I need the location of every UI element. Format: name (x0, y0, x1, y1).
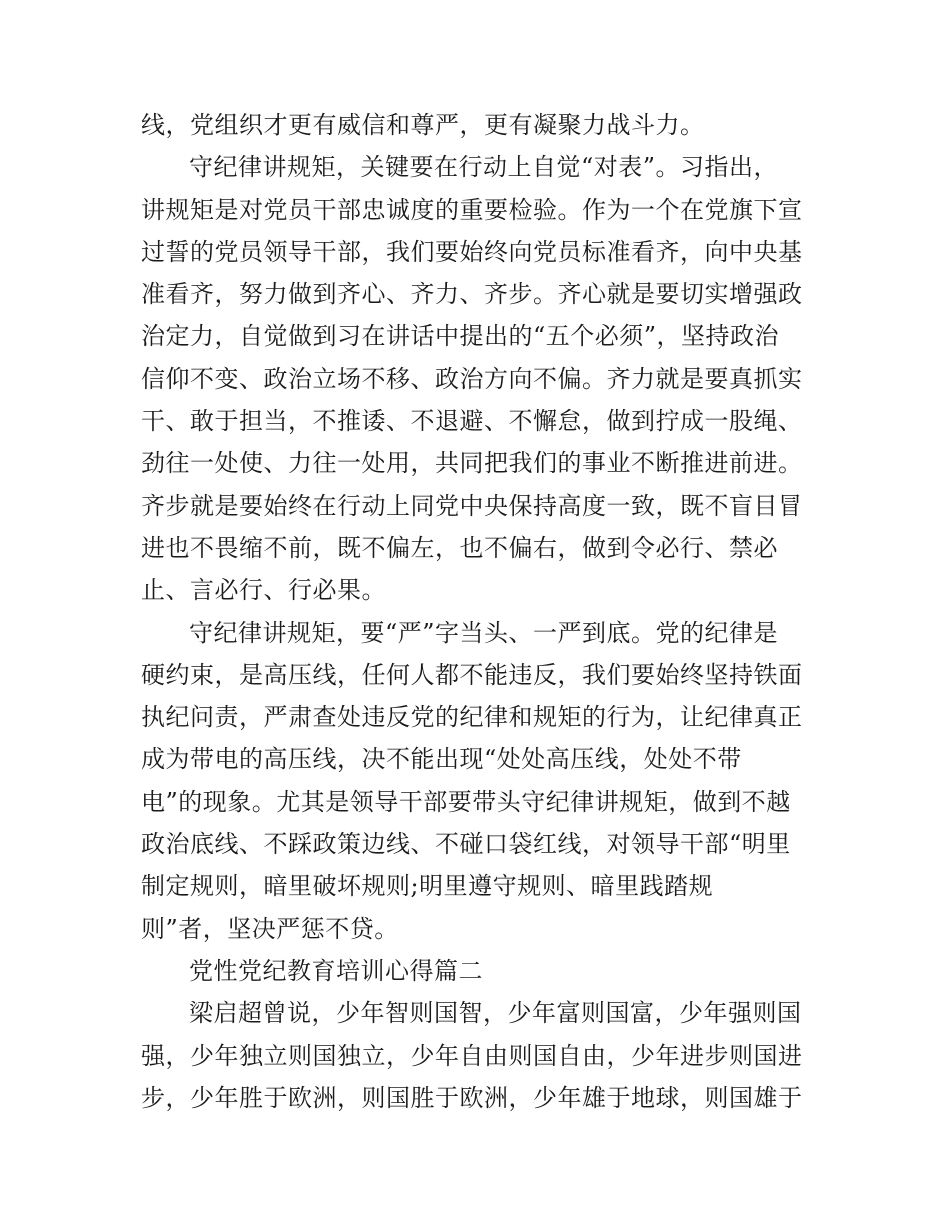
text-line: 讲规矩是对党员干部忠诚度的重要检验。作为一个在党旗下宣 (141, 195, 803, 224)
text-line: 则”者，坚决严惩不贷。 (141, 914, 399, 943)
text-line: 过誓的党员领导干部，我们要始终向党员标准看齐，向中央基 (141, 237, 803, 266)
text-line: 止、言必行、行必果。 (141, 576, 386, 605)
text-line: 强，少年独立则国独立，少年自由则国自由，少年进步则国进 (141, 1041, 803, 1070)
text-line: 进也不畏缩不前，既不偏左，也不偏右，做到令必行、禁必 (141, 533, 778, 562)
text-line: 执纪问责，严肃查处违反党的纪律和规矩的行为，让纪律真正 (141, 703, 803, 732)
text-line: 制定规则，暗里破坏规则;明里遵守规则、暗里践踏规 (141, 872, 714, 901)
text-line: 准看齐，努力做到齐心、齐力、齐步。齐心就是要切实增强政 (141, 280, 803, 309)
text-line: 成为带电的高压线，决不能出现“处处高压线，处处不带 (141, 745, 742, 774)
text-line: 政治底线、不踩政策边线、不碰口袋红线，对领导干部“明里 (141, 830, 791, 859)
text-line: 线，党组织才更有威信和尊严，更有凝聚力战斗力。 (141, 111, 705, 139)
text-line: 梁启超曾说，少年智则国智，少年富则国富，少年强则国 (189, 999, 802, 1028)
text-line: 劲往一处使、力往一处用，共同把我们的事业不断推进前进。 (141, 449, 803, 478)
text-line: 干、敢于担当，不推诿、不退避、不懈怠，做到拧成一股绳、 (141, 407, 803, 436)
text-line: 齐步就是要始终在行动上同党中央保持高度一致，既不盲目冒 (141, 491, 803, 520)
text-line: 守纪律讲规矩，关键要在行动上自觉“对表”。习指出， (189, 153, 779, 182)
text-line: 步，少年胜于欧洲，则国胜于欧洲，少年雄于地球，则国雄于 (141, 1083, 803, 1112)
section-heading: 党性党纪教育培训心得篇二 (189, 956, 483, 985)
text-line: 治定力，自觉做到习在讲话中提出的“五个必须”，坚持政治 (141, 322, 780, 351)
text-line: 电”的现象。尤其是领导干部要带头守纪律讲规矩，做到不越 (141, 787, 791, 816)
document-body (141, 104, 813, 1119)
text-line: 硬约束，是高压线，任何人都不能违反，我们要始终坚持铁面 (141, 660, 803, 689)
text-line: 信仰不变、政治立场不移、政治方向不偏。齐力就是要真抓实 (141, 364, 803, 393)
text-line: 守纪律讲规矩，要“严”字当头、一严到底。党的纪律是 (189, 618, 779, 647)
